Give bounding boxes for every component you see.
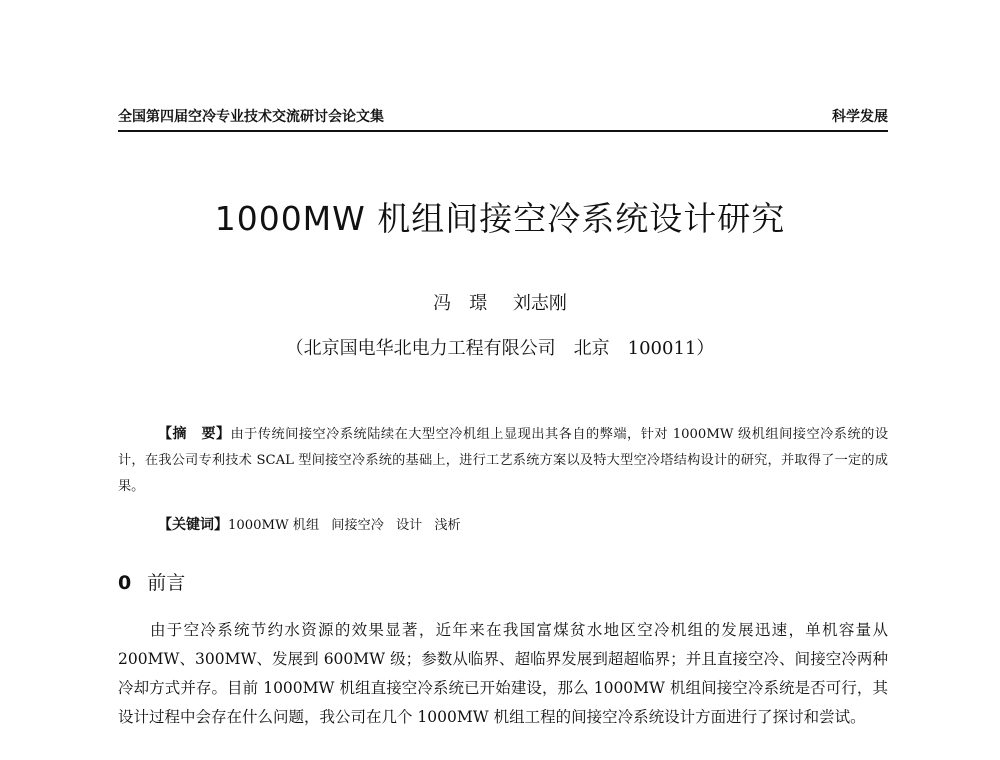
section-heading <box>118 568 185 595</box>
keyword: 间接空冷 <box>331 518 384 533</box>
keyword: 1000MW 机组 <box>228 518 320 533</box>
section-title: 前言 <box>147 572 186 594</box>
abstract-block <box>118 421 888 500</box>
abstract-label: 【摘 要】 <box>158 426 231 442</box>
author-affiliation: （北京国电华北电力工程有限公司 北京 100011） <box>285 338 715 359</box>
author-name: 冯 璟 <box>433 293 488 314</box>
running-header <box>118 104 888 132</box>
author-list <box>0 289 1000 315</box>
author-name: 刘志刚 <box>512 293 567 314</box>
paper-title: 1000MW 机组间接空冷系统设计研究 <box>214 199 786 238</box>
body-paragraph: 由于空冷系统节约水资源的效果显著，近年来在我国富煤贫水地区空冷机组的发展迅速，单机容量从 200MW、300MW、发展到 600MW 级；参数从临界、超临界发展到超超临界；并且直接空冷、间接空冷两种冷却方式并存。目前 1000MW 机组直接空冷系统已开始建设，那么 1000MW 机组间接空冷系统是否可行，其设计过程中会存在什么问题，我公司在几个 1000MW 机组工程的间接空冷系统设计方面进行了探讨和尝试。 <box>118 621 888 726</box>
abstract-text: 由于传统间接空冷系统陆续在大型空冷机组上显现出其各自的弊端，针对 1000MW 级机组间接空冷系统的设计，在我公司专利技术 SCAL 型间接空冷系统的基础上，进行工艺系统方案以及特大型空冷塔结构设计的研究，并取得了一定的成果。 <box>118 427 889 494</box>
keyword: 设计 <box>395 518 423 533</box>
section-category: 科学发展 <box>832 109 888 125</box>
keyword: 浅析 <box>434 518 461 533</box>
keywords-block <box>158 512 888 539</box>
keywords-label: 【关键词】 <box>158 517 228 533</box>
proceedings-title: 全国第四届空冷专业技术交流研讨会论文集 <box>118 109 384 125</box>
section-number: 0 <box>118 572 132 594</box>
